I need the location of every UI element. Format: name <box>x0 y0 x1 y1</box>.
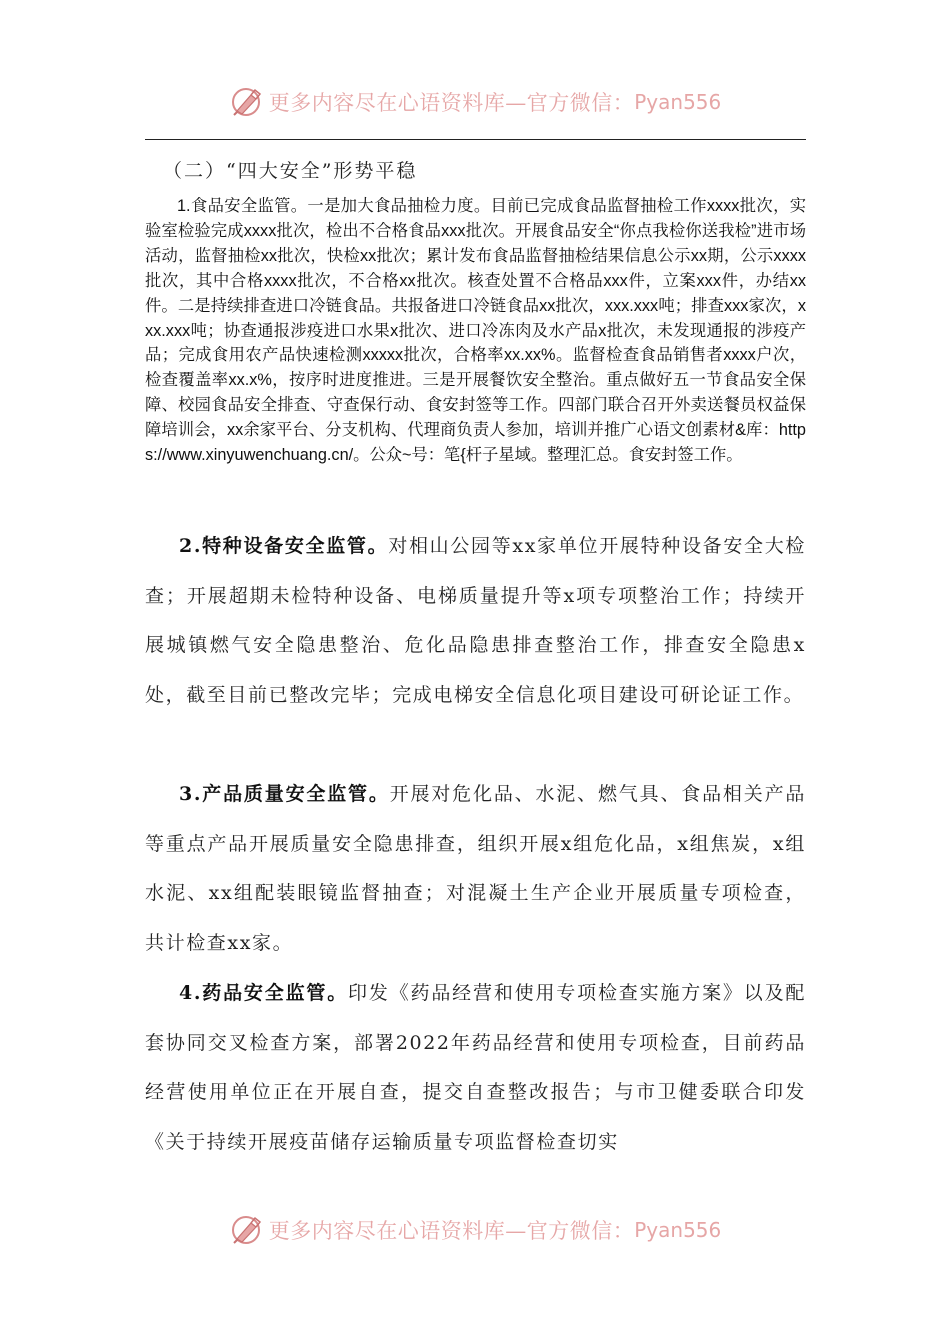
pen-nib-circle-icon <box>229 84 265 120</box>
watermark-id: Pyan556 <box>634 1218 722 1242</box>
header-divider <box>145 139 806 140</box>
paragraph-lead: 4.药品安全监管。 <box>179 982 349 1004</box>
section-heading: （二）“四大安全”形势平稳 <box>163 160 418 182</box>
watermark-text: 更多内容尽在心语资料库—官方微信： <box>268 91 635 115</box>
paragraph-body: 印发《药品经营和使用专项检查实施方案》以及配套协同交叉检查方案，部署2022年药品经营和使用专项检查，目前药品经营使用单位正在开展自查，提交自查整改报告；与市卫健委联合印发《关于持续开展疫苗储存运输质量专项监督检查切实 <box>145 982 806 1153</box>
food-safety-paragraph: 1.食品安全监管。一是加大食品抽检力度。目前已完成食品监督抽检工作xxxx批次，实验室检验完成xxxx批次，检出不合格食品xxx批次。开展食品安全“你点我检你送我检”进市场活动，监督抽检xx批次，快检xx批次；累计发布食品监督抽检结果信息公示xx期，公示xxxx批次，其中合格xxxx批次，不合格xx批次。核查处置不合格品xxx件，立案xxx件，办结xx件。二是持续排查进口冷链食品。共报备进口冷链食品xx批次，xxx.xxx吨；排查xxx家次，xxx.xxx吨；协查通报涉疫进口水果x批次、进口冷冻肉及水产品x批次，未发现通报的涉疫产品；完成食用农产品快速检测xxxxx批次，合格率xx.xx%。监督检查食品销售者xxxx户次，检查覆盖率xx.x%，按序时进度推进。三是开展餐饮安全整治。重点做好五一节食品安全保障、校园食品安全排查、守查保行动、食安封签等工作。四部门联合召开外卖送餐员权益保障培训会，xx余家平台、分支机构、代理商负责人参加，培训并推广心语文创素材&库：https://www.xinyuwenchuang.cn/。公众~号：笔{杆子星域。整理汇总。食安封签工作。 <box>145 197 806 465</box>
paragraph-lead: 3.产品质量安全监管。 <box>179 783 390 805</box>
product-quality-paragraph <box>145 770 806 968</box>
special-equipment-paragraph <box>145 522 806 720</box>
footer-watermark <box>0 1210 950 1250</box>
watermark-text: 更多内容尽在心语资料库—官方微信： <box>268 1219 635 1243</box>
paragraph-body: 开展对危化品、水泥、燃气具、食品相关产品等重点产品开展质量安全隐患排查，组织开展x组危化品，x组焦炭，x组水泥、xx组配装眼镜监督抽查；对混凝土生产企业开展质量专项检查，共计检查xx家。 <box>145 783 806 954</box>
drug-safety-paragraph <box>145 969 806 1167</box>
paragraph-lead: 2.特种设备安全监管。 <box>179 535 389 557</box>
header-watermark <box>0 82 950 122</box>
pen-nib-circle-icon <box>229 1212 265 1248</box>
watermark-id: Pyan556 <box>634 90 722 114</box>
paragraph-body: 对相山公园等xx家单位开展特种设备安全大检查；开展超期未检特种设备、电梯质量提升等x项专项整治工作；持续开展城镇燃气安全隐患整治、危化品隐患排查整治工作，排查安全隐患x处，截至目前已整改完毕；完成电梯安全信息化项目建设可研论证工作。 <box>145 535 806 706</box>
